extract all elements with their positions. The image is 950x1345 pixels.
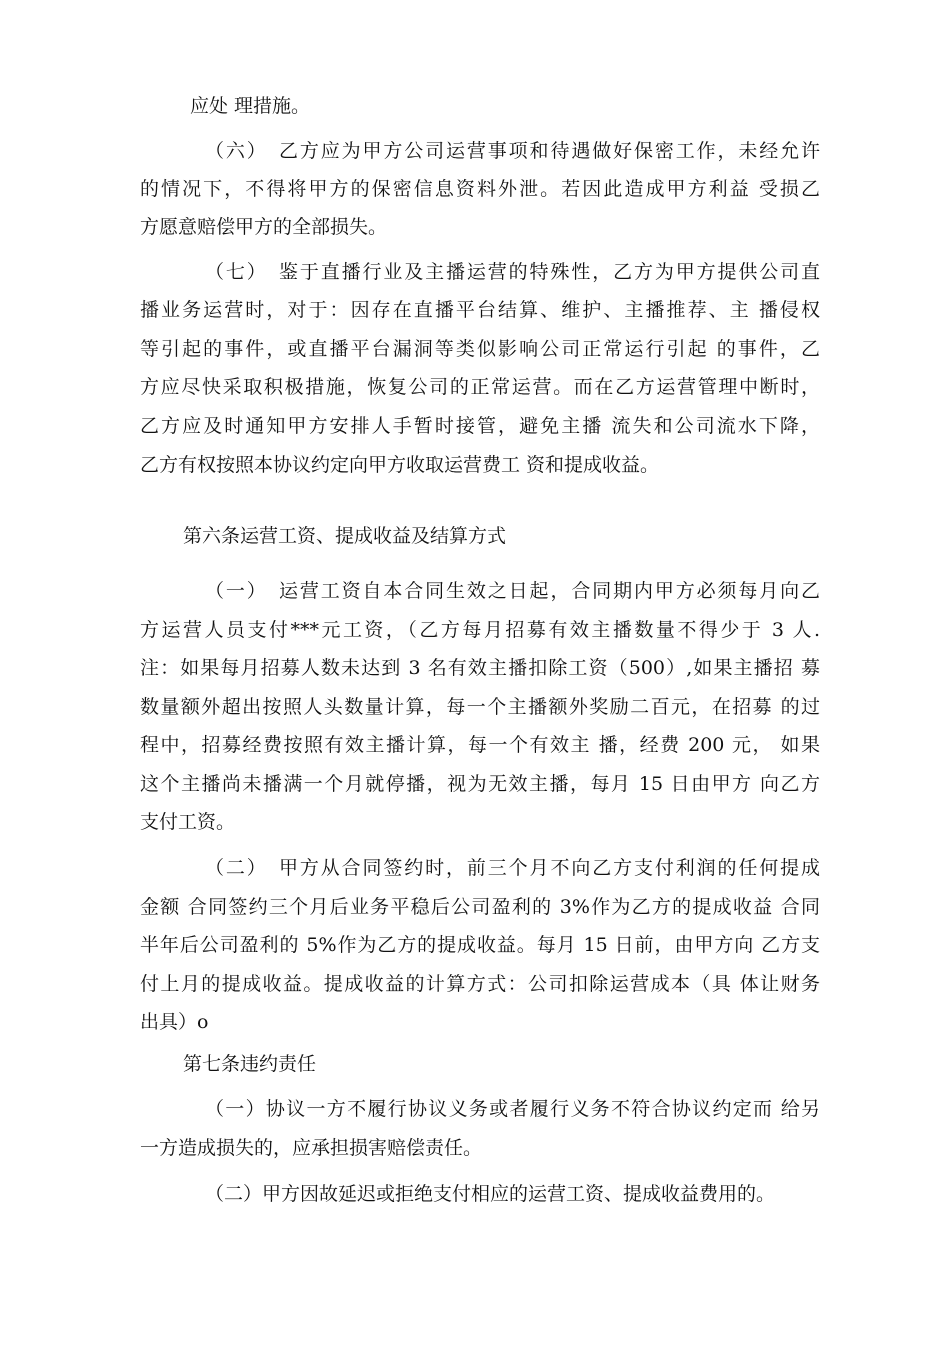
- text-line: 支付工资。: [140, 811, 236, 833]
- text-line: 出具）o: [140, 1011, 209, 1033]
- text-line: 方应尽快采取积极措施，恢复公司的正常运营。而在乙方运营管理中断时，: [140, 376, 820, 398]
- text-line: 应处 理措施。: [190, 95, 311, 117]
- text-line: 方愿意赔偿甲方的全部损失。: [140, 216, 388, 238]
- text-line: 乙方应及时通知甲方安排人手暂时接管，避免主播 流失和公司流水下降，: [140, 415, 820, 437]
- text-line: （二）甲方因故延迟或拒绝支付相应的运营工资、提成收益费用的。: [205, 1183, 776, 1205]
- text-line: 半年后公司盈利的 5%作为乙方的提成收益。每月 15 日前，由甲方向 乙方支: [140, 934, 820, 956]
- text-line: 程中，招募经费按照有效主播计算，每一个有效主 播，经费 200 元， 如果: [140, 734, 820, 756]
- text-line: （一）协议一方不履行协议义务或者履行义务不符合协议约定而 给另: [205, 1098, 820, 1120]
- text-line: 这个主播尚未播满一个月就停播，视为无效主播，每月 15 日由甲方 向乙方: [140, 773, 820, 795]
- text-line: 等引起的事件，或直播平台漏洞等类似影响公司正常运行引起 的事件，乙: [140, 338, 820, 360]
- text-line: （二） 甲方从合同签约时，前三个月不向乙方支付利润的任何提成: [205, 857, 820, 879]
- text-line: 播业务运营时，对于：因存在直播平台结算、维护、主播推荐、主 播侵权: [140, 299, 820, 321]
- text-line: （七） 鉴于直播行业及主播运营的特殊性，乙方为甲方提供公司直: [205, 261, 820, 283]
- text-line: 数量额外超出按照人头数量计算，每一个主播额外奖励二百元，在招募 的过: [140, 696, 820, 718]
- text-line: 乙方有权按照本协议约定向甲方收取运营费工 资和提成收益。: [140, 454, 660, 476]
- text-line: （一） 运营工资自本合同生效之日起，合同期内甲方必须每月向乙: [205, 580, 820, 602]
- text-line: （六） 乙方应为甲方公司运营事项和待遇做好保密工作，未经允许: [205, 140, 820, 162]
- text-line: 方运营人员支付***元工资，（乙方每月招募有效主播数量不得少于 3 人.: [140, 619, 820, 641]
- text-line: 的情况下，不得将甲方的保密信息资料外泄。若因此造成甲方利益 受损乙: [140, 178, 820, 200]
- text-line: 付上月的提成收益。提成收益的计算方式：公司扣除运营成本（具 体让财务: [140, 973, 820, 995]
- text-line: 一方造成损失的，应承担损害赔偿责任。: [140, 1137, 483, 1159]
- section-heading: 第六条运营工资、提成收益及结算方式: [183, 525, 507, 547]
- text-line: 注：如果每月招募人数未达到 3 名有效主播扣除工资（500）,如果主播招 募: [140, 657, 820, 679]
- section-heading: 第七条违约责任: [183, 1053, 317, 1075]
- text-line: 金额 合同签约三个月后业务平稳后公司盈利的 3%作为乙方的提成收益 合同: [140, 896, 820, 918]
